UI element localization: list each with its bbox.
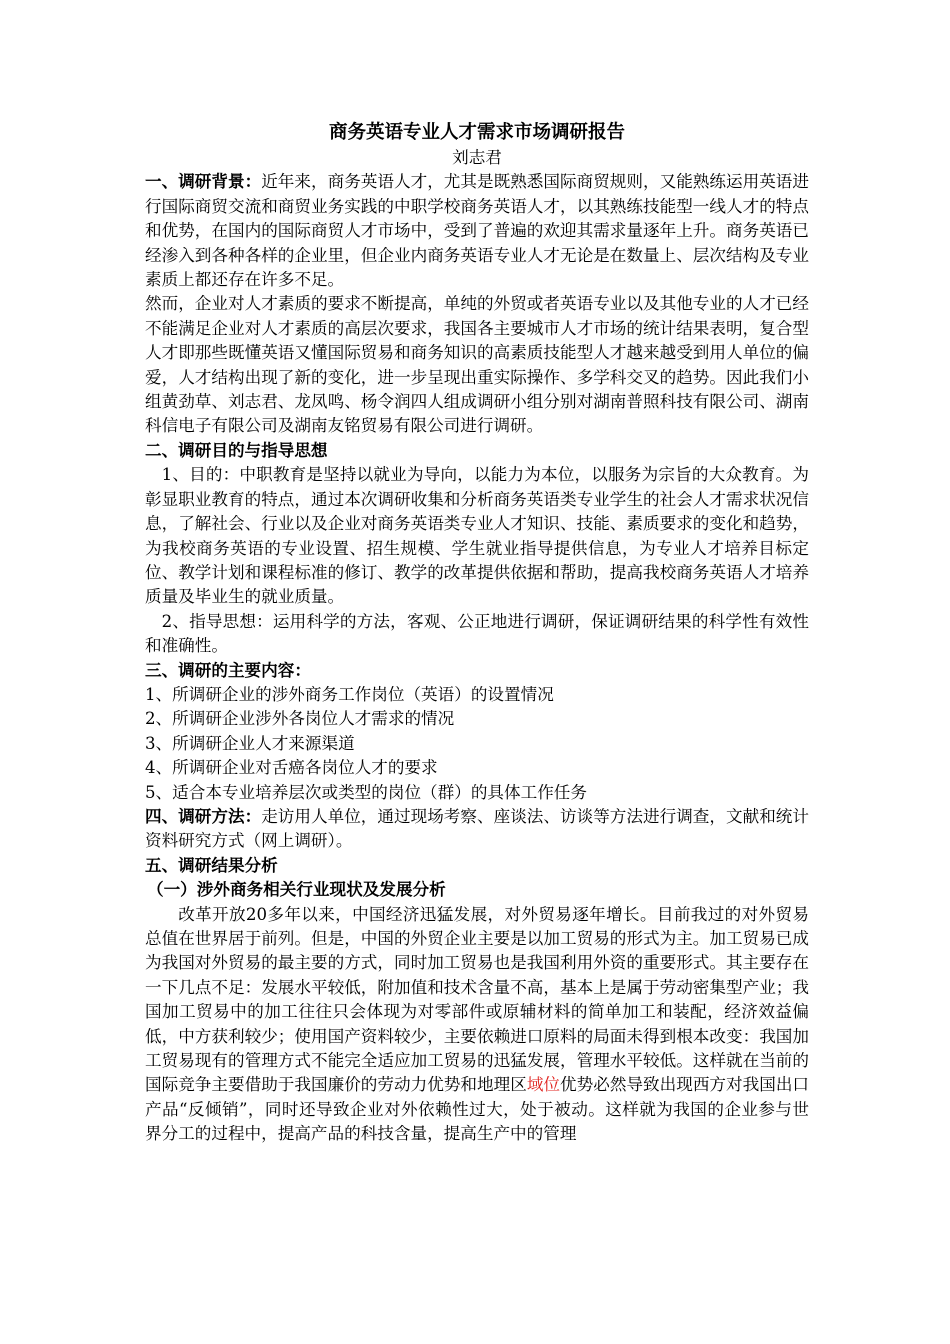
document-page [145,120,809,1147]
section-3-heading: 三、调研的主要内容： [145,660,311,680]
list-item: 3、所调研企业人才来源渠道 [145,733,355,753]
section-5-text-b: 优势必然导致出现西方对我国出口产品“反倾销”，同时还导致企业对外依赖性过大，处于被动。这样就为我国的企业参与世界分工的过程中，提高产品的科技含量，提高生产中的管理 [145,1075,810,1144]
author-name: 刘志君 [452,148,502,167]
document-title: 商务英语专业人才需求市场调研报告 [328,122,625,143]
list-item: 2、所调研企业涉外各岗位人才需求的情况 [145,709,455,729]
section-1-paragraph-2: 然而，企业对人才素质的要求不断提高，单纯的外贸或者英语专业以及其他专业的人才已经不能满足企业对人才素质的高层次要求，我国各主要城市人才市场的统计结果表明，复合型人才即那些既懂英语又懂国际贸易和商务知识的高素质技能型人才越来越受到用人单位的偏爱，人才结构出现了新的变化，进一步呈现出重实际操作、多学科交叉的趋势。因此我们小组黄劲草、刘志君、龙凤鸣、杨令润四人组成调研小组分别对湖南普照科技有限公司、湖南科信电子有限公司及湖南友铭贸易有限公司进行调研。 [145,294,809,436]
section-1-heading: 一、调研背景： [145,172,262,192]
section-4-paragraph [145,805,809,854]
section-5-text-a: 改革开放20多年以来，中国经济迅猛发展，对外贸易逐年增长。目前我过的对外贸易总值在世界居于前列。但是，中国的外贸企业主要是以加工贸易的形式为主。加工贸易已成为我国对外贸易的最主要的方式，同时加工贸易也是我国利用外资的重要形式。其主要存在一下几点不足：发展水平较低，附加值和技术含量不高，基本上是属于劳动密集型产业；我国加工贸易中的加工往往只会体现为对零部件或原辅材料的简单加工和装配，经济效益偏低，中方获利较少；使用国产资料较少，主要依赖进口原料的局面未得到根本改变：我国加工贸易现有的管理方式不能完全适应加工贸易的迅猛发展，管理水平较低。这样就在当前的国际竞争主要借助于我国廉价的劳动力优势和地理区 [145,904,809,1095]
section-2-paragraph-1: 1、目的：中职教育是坚持以就业为导向，以能力为本位，以服务为宗旨的大众教育。为彰显职业教育的特点，通过本次调研收集和分析商务英语类专业学生的社会人才需求状况信息，了解社会、行业以及企业对商务英语类专业人才知识、技能、素质要求的变化和趋势，为我校商务英语的专业设置、招生规模、学生就业指导提供信息，为专业人才培养目标定位、教学计划和课程标准的修订、教学的改革提供依据和帮助，提高我校商务英语人才培养质量及毕业生的就业质量。 [145,465,809,607]
section-1-text-1: 近年来，商务英语人才，尤其是既熟悉国际商贸规则，又能熟练运用英语进行国际商贸交流和商贸业务实践的中职学校商务英语人才，以其熟练技能型一线人才的特点和优势，在国内的国际商贸人才市场中，受到了普遍的欢迎其需求量逐年上升。商务英语已经渗入到各种各样的企业里，但企业内商务英语专业人才无论是在数量上、层次结构及专业素质上都还存在许多不足。 [145,172,809,290]
section-4-heading: 四、调研方法： [145,806,262,826]
list-item: 1、所调研企业的涉外商务工作岗位（英语）的设置情况 [145,684,554,704]
section-4-text: 走访用人单位，通过现场考察、座谈法、访谈等方法进行调查，文献和统计资料研究方式（网上调研）。 [145,806,809,851]
section-5-heading: 五、调研结果分析 [145,855,278,875]
section-1-paragraph-1 [145,170,809,292]
section-5-paragraph-1 [145,903,809,1147]
list-item: 4、所调研企业对舌癌各岗位人才的要求 [145,758,438,778]
section-5-subheading-1: （一）涉外商务相关行业现状及发展分析 [147,880,446,900]
list-item: 5、适合本专业培养层次或类型的岗位（群）的具体工作任务 [145,782,587,802]
section-2-heading: 二、调研目的与指导思想 [145,440,328,460]
section-2-paragraph-2: 2、指导思想：运用科学的方法，客观、公正地进行调研，保证调研结果的科学性有效性和准确性。 [145,611,809,656]
highlighted-word: 域位 [526,1075,561,1095]
